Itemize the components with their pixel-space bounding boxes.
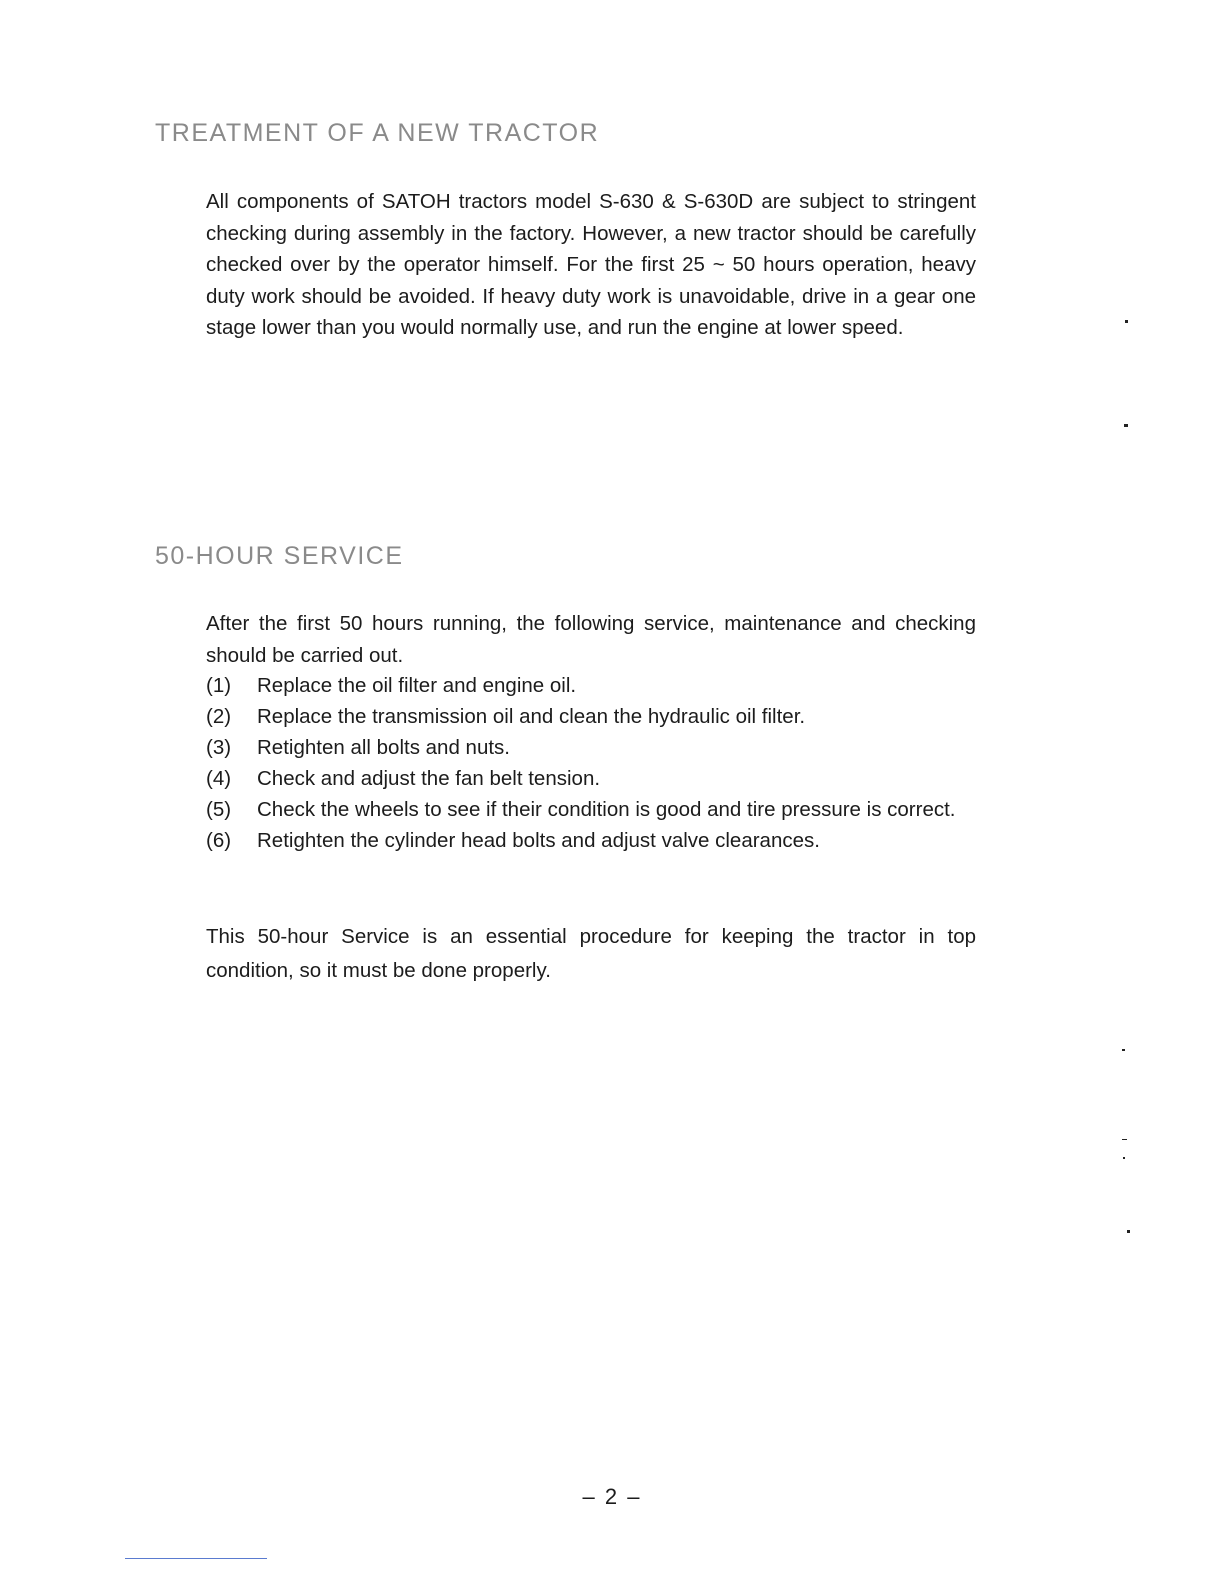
list-item [206, 732, 976, 763]
service-checklist [206, 670, 976, 856]
list-item-text: Retighten the cylinder head bolts and adjust valve clearances. [257, 829, 820, 852]
list-item-number: (2) [206, 705, 232, 728]
list-item-number: (5) [206, 798, 232, 821]
section-heading-50-hour-service: 50-HOUR SERVICE [155, 542, 404, 570]
section-heading-new-tractor: TREATMENT OF A NEW TRACTOR [155, 119, 600, 147]
list-item-text: Check the wheels to see if their condition is good and tire pressure is correct. [257, 798, 956, 821]
list-item-text: Replace the transmission oil and clean the hydraulic oil filter. [257, 705, 806, 728]
scan-speck [1124, 424, 1128, 427]
scan-speck [1123, 1157, 1125, 1159]
list-item [206, 701, 976, 732]
list-item-text: Retighten all bolts and nuts. [257, 736, 510, 759]
scan-speck [1122, 1139, 1127, 1140]
list-item-number: (3) [206, 736, 232, 759]
list-item [206, 763, 976, 794]
list-item [206, 670, 976, 701]
bottom-divider [125, 1558, 267, 1559]
scan-speck [1127, 1230, 1130, 1233]
list-item-number: (4) [206, 767, 232, 790]
scan-speck [1122, 1049, 1125, 1051]
service-intro-paragraph: After the first 50 hours running, the following service, maintenance and checking should be carried out. [206, 612, 976, 667]
list-item-number: (1) [206, 674, 232, 697]
list-item-text: Check and adjust the fan belt tension. [257, 767, 601, 790]
list-item [206, 794, 976, 825]
list-item-number: (6) [206, 829, 232, 852]
service-closing-paragraph: This 50-hour Service is an essential procedure for keeping the tractor in top condition, so it must be done properly. [206, 925, 976, 982]
scan-speck [1125, 320, 1128, 323]
new-tractor-paragraph: All components of SATOH tractors model S-630 & S-630D are subject to stringent checking during assembly in the factory. However, a new tractor should be carefully checked over by the operator himself. For the first 25 ~ 50 hours operation, heavy duty work should be avoided. If heavy duty work is unavoidable, drive in a gear one stage lower than you would normally use, and run the engine at lower speed. [206, 190, 976, 339]
page-number: – 2 – [582, 1484, 642, 1509]
list-item [206, 825, 976, 856]
list-item-text: Replace the oil filter and engine oil. [257, 674, 577, 697]
